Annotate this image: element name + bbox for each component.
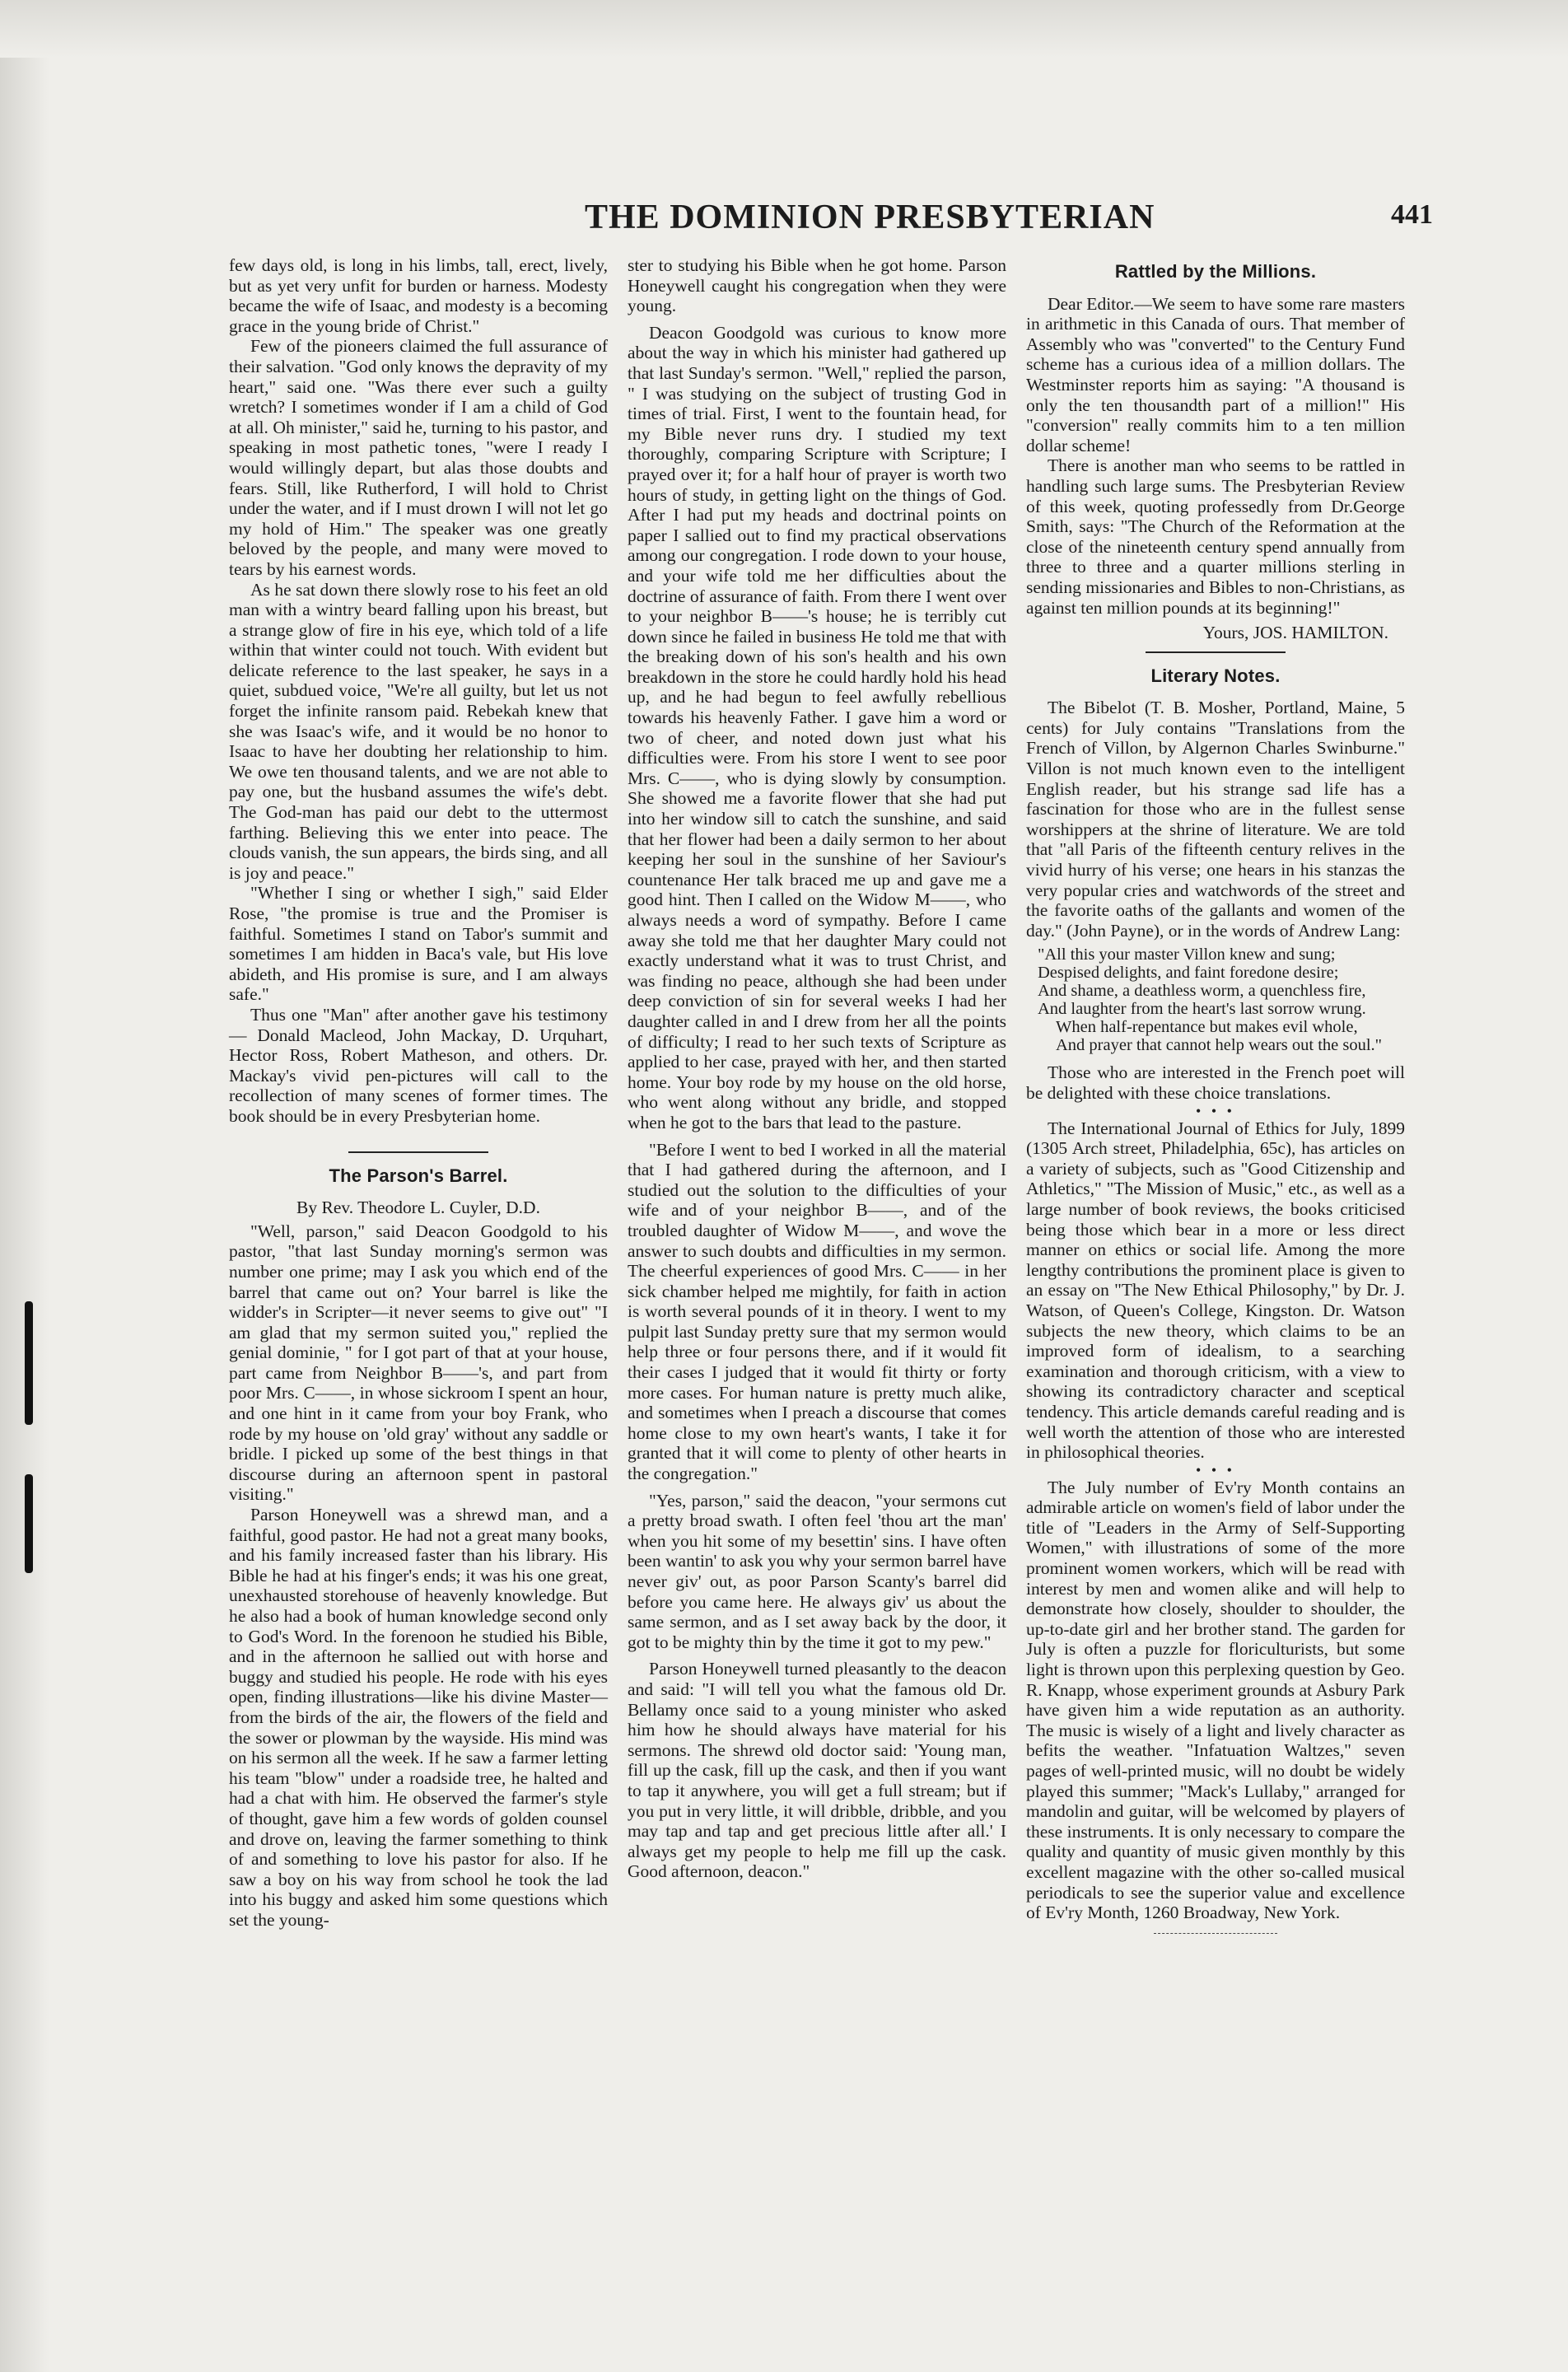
column-right [1026,255,1405,1934]
paragraph: "Before I went to bed I worked in all the material that I had gathered during the afternoon, and I studied out the solution to the difficulties of your wife and of your neighbor B——, and of the troubled daughter of Widow M——, and wove the answer to such doubts and difficulties in my sermon. The cheerful experiences of good Mrs. C—— in her sick chamber helped me mightily, for faith in action is worth several pounds of it in theory. I went to my pulpit last Sunday pretty sure that my sermon would help three or four persons there, and if it would fit their cases I judged that it would fit thirty or forty more cases. For human nature is pretty much alike, and sometimes when I preach a discourse that comes home close to my own heart's wants, I take it for granted that it will come to plenty of other hearts in the congregation." [628,1139,1006,1484]
poem-line: "All this your master Villon knew and sung; [1038,946,1336,964]
paragraph: ster to studying his Bible when he got home. Parson Honeywell caught his congregation when they were young. [628,255,1006,316]
scan-shadow-top [0,0,1568,58]
paragraph: Deacon Goodgold was curious to know more about the way in which his minister had gathered up that last Sunday's sermon. "Well," replied the parson, " I was studying on the subject of trusting God in times of trial. First, I went to the fountain head, for my Bible never runs dry. I studied my text thoroughly, comparing Scripture with Scripture; I prayed over it; for a half hour of prayer is worth two hours of study, in getting light on the things of God. After I had put my heads and doctrinal points on paper I sallied out to find my practical observations among our congregation. I rode down to your house, and your wife told me her difficulties about the doctrine of assurance of faith. From there I went over to your neighbor B——'s house; he is terribly cut down since he failed in business He told me that with the breaking down of his son's health and his own breakdown in the store he could hardly hold his head up, and he had begun to feel awfully rebellious towards his heavenly Father. I gave him a word or two of cheer, and noted down just what his difficulties were. From his store I went to see poor Mrs. C——, who is dying slowly by consumption. She showed me a favorite flower that she had put into her window sill to catch the sunshine, and said that her flower had been a daily sermon to her about keeping her soul in the sunshine of her Saviour's countenance Her talk braced me up and gave me a good hint. Then I called on the Widow M——, who always needs a word of sympathy. Before I came away she told me that her daughter Mary could not exactly understand what it was to trust Christ, and was finding no peace, although she had been under deep conviction of sin for several weeks I had her daughter called in and I drew from her all the points of difficulty; I read to her such texts of Scripture as applied to her case, prayed with her, and then started home. Your boy rode by my house on the old horse, who went along without any bridle, and stopped when he got to the bars that lead to the pasture. [628,322,1006,1132]
paragraph: Thus one "Man" after another gave his testimony — Donald Macleod, John Mackay, D. Urquhart, Hector Ross, Robert Matheson, and others. Dr. Mackay's vivid pen-pictures will call to the recollection of many scenes of former times. The book should be in every Presbyterian home. [229,1004,608,1126]
article-title: Rattled by the Millions. [1114,261,1317,282]
paragraph: Few of the pioneers claimed the full assurance of their salvation. "God only knows the depravity of my heart," said one. "Was there ever such a guilty wretch? I sometimes wonder if I am a child of God at all. Oh minister," said he, turning to his pastor, and speaking in most pathetic tones, "were I ready I would willingly depart, but alas those doubts and fears. Still, like Rutherford, I will hold to Christ under the water, and if I must drown I will not let go my hold of Him." The speaker was one greatly beloved by the people, and many were moved to tears by his earnest words. [229,336,608,579]
paragraph: The July number of Ev'ry Month contains an admirable article on women's field of labor under the title of "Leaders in the Army of Self-Supporting Women," with illustrations of some of the more prominent women workers, which will be read with interest by men and women alike and will help to demonstrate how closely, shoulder to shoulder, the up-to-date girl and her brother stand. The garden for July is often a puzzle for floriculturists, but some light is thrown upon this perplexing question by Geo. R. Knapp, whose experiment grounds at Asbury Park have given him a wide reputation as an authority. The music is wisely of a light and lively character as befits the weather. "Infatuation Waltzes," seven pages of well-printed music, will no doubt be widely played this summer; "Mack's Lullaby," arranged for mandolin and guitar, will be welcomed by players of these instruments. It is only necessary to compare the quality and quantity of music given monthly by this excellent magazine with the other so-called musical periodicals to see the superior value and excellence of Ev'ry Month, 1260 Broadway, New York. [1026,1477,1405,1923]
column-left [229,255,608,1931]
paragraph: The Bibelot (T. B. Mosher, Portland, Maine, 5 cents) for July contains "Translations from the French of Villon, by Algernon Charles Swinburne." Villon is not much known even to the intelligent English reader, but his strange sad life has a fascination for those who are in the fullest sense worshippers at the shrine of literature. We are told that "all Paris of the fifteenth century relives in the vivid hurry of his verse; one hears in his stanzas the very popular cries and watchwords of the street and the favorite oaths of the gallants and women of the day." (John Payne), or in the words of Andrew Lang: [1026,698,1405,941]
article-title: Literary Notes. [1150,665,1281,686]
paragraph: As he sat down there slowly rose to his feet an old man with a wintry beard falling upon his breast, but a strange glow of fire in his eye, which told of a life within that winter could not touch. With evident but delicate reference to the last speaker, he says in a quiet, subdued voice, "We're all guilty, but let us not forget the infinite ransom paid. Rebekah knew that she was Isaac's wife, and it would be no honor to Isaac to have her doubting her relationship to him. We owe ten thousand talents, and we are not able to pay one, but the husband assumes the wife's debt. The God-man has paid our debt to the uttermost farthing. Believing this we enter into peace. The clouds vanish, the sun appears, the birds sing, and all is joy and peace." [229,579,608,883]
section-ornament: • • • [1196,1461,1235,1478]
page-header [206,198,1433,250]
paragraph: "Whether I sing or whether I sigh," said Elder Rose, "the promise is true and the Promiser is faithful. Sometimes I stand on Tabor's summit and sometimes I am hidden in Baca's vale, but His love abideth, and His promise is sure, and I am always safe." [229,883,608,1005]
paragraph: The International Journal of Ethics for July, 1899 (1305 Arch street, Philadelphia, 65c), has articles on a variety of subjects, such as "Good Citizenship and Athletics," "The Mission of Music," etc., as well as a large number of book reviews, the books criticised being those which bear in a more or less direct manner on ethics or social life. Among the more lengthy contributions the prominent place is given to an essay on "The New Ethical Philosophy," by Dr. J. Watson, of Queen's College, Kingston. Dr. Watson subjects the new theory, which claims to be an improved form of idealism, to a searching examination and thorough criticism, with a view to showing its contradictory character and sceptical tendency. This article demands careful reading and is well worth the attention of those who are interested in philosophical theories. [1026,1118,1405,1463]
letter-signoff: Yours, JOS. HAMILTON. [1202,623,1388,643]
poem-line: When half-repentance but makes evil whole, [1056,1018,1358,1037]
binding-mark-lower [25,1474,33,1573]
publication-title: THE DOMINION PRESBYTERIAN [585,198,1155,236]
binding-mark-upper [25,1301,33,1425]
paragraph: Those who are interested in the French poet will be delighted with these choice translations. [1026,1062,1405,1103]
article-byline: By Rev. Theodore L. Cuyler, D.D. [296,1198,540,1218]
end-rule [1154,1933,1277,1934]
poem-line: And prayer that cannot help wears out the soul." [1056,1036,1383,1055]
quoted-poem [1038,946,1405,1054]
paragraph: Dear Editor.—We seem to have some rare masters in arithmetic in this Canada of ours. That member of Assembly who was "converted" to the Century Fund scheme has a curious idea of a million dollars. The Westminster reports him as saying: "A thousand is only the ten thousandth part of a million!" His "conversion" really commits him to a ten million dollar scheme! [1026,293,1405,455]
section-divider [1146,651,1286,653]
poem-line: And shame, a deathless worm, a quenchless fire, [1038,982,1366,1001]
paragraph: few days old, is long in his limbs, tall, erect, lively, but as yet very unfit for burden or harness. Modesty became the wife of Isaac, and modesty is a becoming grace in the young bride of Christ." [229,255,608,336]
paragraph: Parson Honeywell was a shrewd man, and a faithful, good pastor. He had not a great many books, and his family increased faster than his library. His Bible he had at his finger's ends; it was his one great, unexhausted storehouse of heavenly knowledge. But he also had a book of human knowledge second only to God's Word. In the forenoon he studied his Bible, and in the afternoon he sallied out with horse and buggy and studied his people. He rode with his eyes open, finding illustrations—like his divine Master—from the birds of the air, the flowers of the field and the sower or plowman by the wayside. His mind was on his sermon all the week. If he saw a farmer letting his team "blow" under a roadside tree, he halted and had a chat with him. He observed the farmer's style of thought, gave him a few words of golden counsel and drove on, leaving the farmer something to think of and something to love his pastor for also. If he saw a boy on his way from school he took the lad into his buggy and asked him some questions which set the young- [229,1505,608,1930]
column-middle [628,255,1006,1882]
paragraph: Parson Honeywell turned pleasantly to the deacon and said: "I will tell you what the famous old Dr. Bellamy once said to a young minister who asked him how he should always have material for his sermons. The shrewd old doctor said: 'Young man, fill up the cask, fill up the cask, and then if you want to tap it anywhere, you will get a full stream; but if you put in very little, it will dribble, dribble, and you may tap and tap and get precious little after all.' I always get my people to help me fill up the cask. Good afternoon, deacon." [628,1659,1006,1882]
section-divider [348,1151,488,1153]
poem-line: And laughter from the heart's last sorrow wrung. [1038,1000,1366,1019]
paragraph: There is another man who seems to be rattled in handling such large sums. The Presbyterian Review of this week, quoting professedly from Dr.George Smith, says: "The Church of the Reformation at the close of the nineteenth century spend annually from three to three and a quarter millions sterling in sending missionaries and Bibles to non-Christians, as against ten million pounds at its beginning!" [1026,455,1405,618]
article-title: The Parson's Barrel. [329,1165,508,1186]
page-number: 441 [1391,199,1433,230]
section-ornament: • • • [1196,1102,1235,1119]
paragraph: "Well, parson," said Deacon Goodgold to his pastor, "that last Sunday morning's sermon was number one prime; may I ask you which end of the barrel that came out on? Your barrel is like the widder's in Scripter—it never seems to give out" "I am glad that my sermon suited you," replied the genial dominie, " for I got part of that at your house, part came from Neighbor B——'s, and part from poor Mrs. C——, in whose sickroom I spent an hour, and one hint in it came from your boy Frank, who rode by my house on 'old gray' without any saddle or bridle. I picked up some of the best things in that discourse during an afternoon spent in pastoral visiting." [229,1221,608,1505]
scan-shadow-left [0,0,49,2372]
paragraph: "Yes, parson," said the deacon, "your sermons cut a pretty broad swath. I often feel 'thou art the man' when you hit some of my besettin' sins. I have often been wantin' to ask you why your sermon barrel have never giv' out, as poor Parson Scanty's barrel did before you came here. He always giv' us about the same sermon, and as I set away back by the door, it got to be mighty thin by the time it got to my pew." [628,1490,1006,1652]
poem-line: Despised delights, and faint foredone desire; [1038,964,1339,983]
